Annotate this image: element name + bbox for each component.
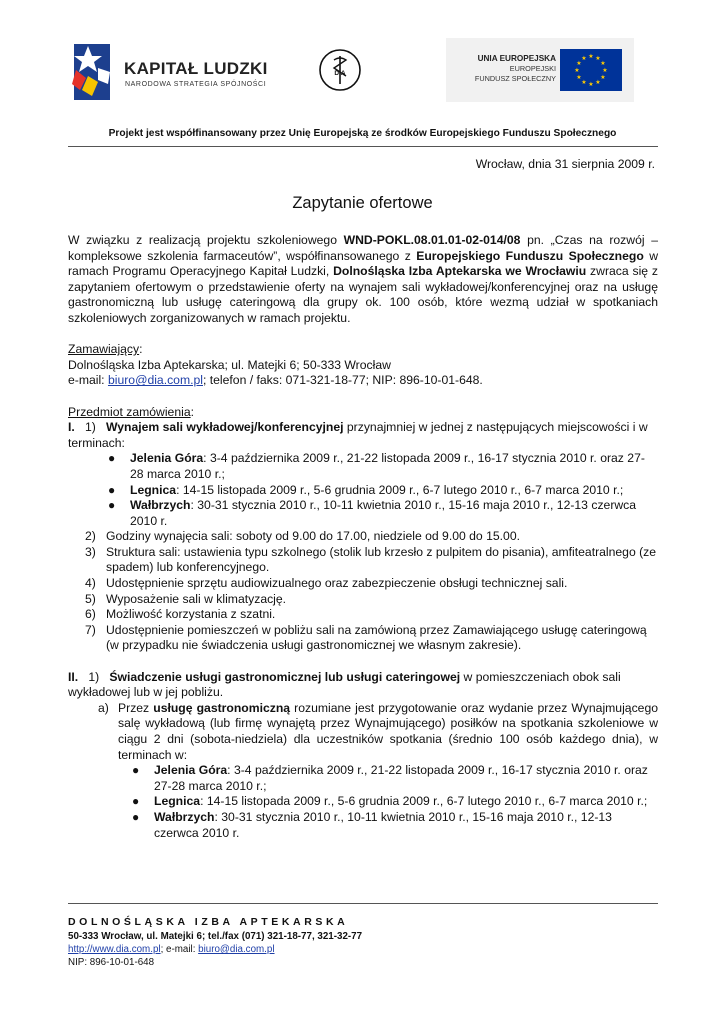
document-date: Wrocław, dnia 31 sierpnia 2009 r. [475,157,655,171]
section-2-number: 1) [88,669,100,684]
item-number: 5) [85,591,96,606]
location-dates: : 30-31 stycznia 2010 r., 10-11 kwietnia 2010 r., 15-16 maja 2010 r., 12-13 czerwca 2010 r. [130,498,637,528]
letterhead [0,34,725,112]
item-number: 4) [85,576,96,591]
eu-line1: UNIA EUROPEJSKA [477,54,556,63]
svg-text:★: ★ [595,55,601,62]
bullet-icon: ● [108,451,116,466]
dia-name: Dolnośląska Izba Aptekarska we Wrocławiu [333,264,587,279]
svg-text:★: ★ [576,74,582,81]
bullet-icon: ● [108,482,116,497]
list-item [68,794,658,810]
svg-text:★: ★ [602,67,608,74]
bullet-icon: ● [132,794,140,809]
orderer-heading [68,342,658,358]
intro-text-4: zwraca się z zapytaniem ofertowym o przedstawienie oferty na wynajem sali wykładowej/konferencyjnej oraz na usługę gastronomiczną lub usługę cateringową dla grupy ok. 100 osób, które wezmą udział w spotkaniach szkoleniowych zorganizowanych w ramach projektu. [68,264,659,325]
document-body [68,233,658,841]
eu-line3: FUNDUSZ SPOŁECZNY [474,74,556,83]
location-city: Wałbrzych [130,498,191,513]
orderer-address: Dolnośląska Izba Aptekarska; ul. Matejki 6; 50-333 Wrocław [68,357,391,372]
svg-text:★: ★ [581,55,587,62]
item-text: Godziny wynajęcia sali: soboty od 9.00 do 17.00, niedziele od 9.00 do 15.00. [106,529,520,544]
cofinancing-note: Projekt jest współfinansowany przez Unię Europejską ze środków Europejskiego Funduszu Społecznego [108,128,617,139]
list-item [68,451,658,482]
section-2-heading [68,670,658,701]
section-2-roman: II. [68,669,79,684]
item-text: Udostępnienie pomieszczeń w pobliżu sali na zamówioną przez Zamawiającego usługę cateringową (w przypadku nie świadczenia usługi gastronomicznej we własnym zakresie). [106,622,647,653]
eu-flag-icon [560,49,622,91]
intro-text-3: w ramach Programu Operacyjnego Kapitał Ludzki, [68,248,659,279]
kapital-ludzki-title: KAPITAŁ LUDZKI [124,59,268,78]
bullet-icon: ● [132,763,140,778]
orderer-colon: : [139,342,143,357]
svg-text:★: ★ [600,60,606,67]
list-item [68,623,658,654]
eu-text-block [475,54,556,84]
intro-text-1: W związku z realizacją projektu szkoleniowego [68,233,344,247]
list-item [68,545,658,576]
footer-email-sep: ; e-mail: [160,944,199,955]
section-2a-text: rozumiane jest przygotowanie oraz wydanie przez Wynajmującego salę wykładową (lub firmę wynajętą przez Wynajmującego) posiłków na spotkania szkoleniowe w ciągu 2 dni (sobota-niedziela) dla uczestników spotkania (średnio 100 osób każdego dnia), w terminach w: [118,700,658,762]
spacer [68,389,658,405]
intro-text-2: pn. „Czas na rozwój – kompleksowe szkolenia farmaceutów”, współfinansowanego z [68,233,658,263]
spacer [68,654,658,670]
footer-nip: NIP: 896-10-01-648 [68,957,155,968]
item-number: 2) [85,529,96,544]
location-dates: : 3-4 października 2009 r., 21-22 listopada 2009 r., 16-17 stycznia 2010 r. oraz 27-28 marca 2010 r.; [130,451,645,481]
list-item [68,529,658,545]
item-text: Możliwość korzystania z szatni. [106,607,276,622]
section-2-text: w pomieszczeniach obok sali wykładowej lub w jej pobliżu. [68,669,621,700]
item-number: 7) [85,622,96,637]
footer-organization-name: DOLNOŚLĄSKA IZBA APTEKARSKA [68,916,349,928]
location-dates: : 14-15 listopada 2009 r., 5-6 grudnia 2009 r., 6-7 lutego 2010 r., 6-7 marca 2010 r.; [200,794,648,809]
subject-colon: : [190,404,194,419]
section-2a-paragraph [68,701,658,763]
svg-text:★: ★ [581,79,587,86]
subject-label: Przedmiot zamówienia [68,404,191,419]
section-1-number: 1) [84,420,96,435]
list-item [68,576,658,592]
orderer-email-prefix: e-mail: [68,373,108,388]
list-item [68,763,658,794]
location-city: Jelenia Góra [154,763,228,778]
svg-text:★: ★ [595,79,601,86]
svg-text:★: ★ [588,81,594,88]
location-city: Wałbrzych [154,809,215,824]
section-1-title: Wynajem sali wykładowej/konferencyjnej [105,420,344,435]
svg-text:★: ★ [588,53,594,60]
location-dates: : 3-4 października 2009 r., 21-22 listopada 2009 r., 16-17 stycznia 2010 r. oraz 27-28 marca 2010 r.; [154,763,648,793]
list-item [68,592,658,608]
item-text: Wyposażenie sali w klimatyzację. [106,591,287,606]
section-2a-bold: usługę gastronomiczną [153,700,291,715]
list-item [68,498,658,529]
item-number: 3) [85,544,96,559]
dia-logo [318,48,362,92]
spacer [68,327,658,343]
location-dates: : 30-31 stycznia 2010 r., 10-11 kwietnia 2010 r., 15-16 maja 2010 r., 12-13 czerwca 2010 r. [154,809,612,840]
document-title: Zapytanie ofertowe [292,194,433,212]
item-letter: a) [98,700,109,715]
orderer-email-link[interactable]: biuro@dia.com.pl [107,373,203,388]
list-item [68,810,658,841]
section-2-title: Świadczenie usługi gastronomicznej lub usługi cateringowej [109,669,461,684]
bullet-icon: ● [132,809,140,824]
kapital-ludzki-logo [68,40,268,104]
project-code: WND-POKL.08.01.01-02-014/08 [343,233,521,247]
section-1-roman: I. [68,420,75,435]
header-divider [68,146,658,147]
section-1-heading [68,420,658,451]
location-city: Jelenia Góra [130,451,204,466]
footer [68,914,658,969]
item-text: Struktura sali: ustawienia typu szkolnego (stolik lub krzesło z pulpitem do pisania), amfiteatralnego (ze spadem) lub konferencyjnego. [106,544,657,575]
location-city: Legnica [154,794,201,809]
location-city: Legnica [130,482,177,497]
eu-efs-logo [446,38,634,102]
orderer-contact [68,373,658,389]
orderer-label: Zamawiający [68,342,140,357]
footer-www-link[interactable]: http://www.dia.com.pl [68,944,161,955]
list-item [68,607,658,623]
footer-email-link[interactable]: biuro@dia.com.pl [198,944,275,955]
kapital-ludzki-subtitle: NARODOWA STRATEGIA SPÓJNOŚCI [125,81,267,88]
intro-paragraph [68,233,658,327]
kapital-ludzki-emblem-icon [68,40,118,104]
section-2a-pre: Przez [118,700,154,715]
item-number: 6) [85,607,96,622]
footer-divider [68,903,658,904]
section-1-text: przynajmniej w jednej z następujących miejscowości i w terminach: [68,420,648,450]
footer-address: 50-333 Wrocław, ul. Matejki 6; tel./fax (071) 321-18-77, 321-32-77 [68,931,363,942]
svg-text:★: ★ [576,60,582,67]
efs-name: Europejskiego Funduszu Społecznego [416,248,644,263]
dia-logo-text: DIA [334,70,346,77]
svg-text:★: ★ [600,74,606,81]
svg-text:★: ★ [574,67,580,74]
orderer-phone-nip: ; telefon / faks: 071-321-18-77; NIP: 896-10-01-648. [203,373,483,388]
location-dates: : 14-15 listopada 2009 r., 5-6 grudnia 2009 r., 6-7 lutego 2010 r., 6-7 marca 2010 r.; [176,482,624,497]
list-item [68,483,658,499]
eu-line2: EUROPEJSKI [509,64,556,73]
bullet-icon: ● [108,498,116,513]
footer-contact [68,943,658,956]
item-text: Udostępnienie sprzętu audiowizualnego oraz zabezpieczenie obsługi technicznej sali. [106,576,568,591]
subject-heading [68,405,658,421]
